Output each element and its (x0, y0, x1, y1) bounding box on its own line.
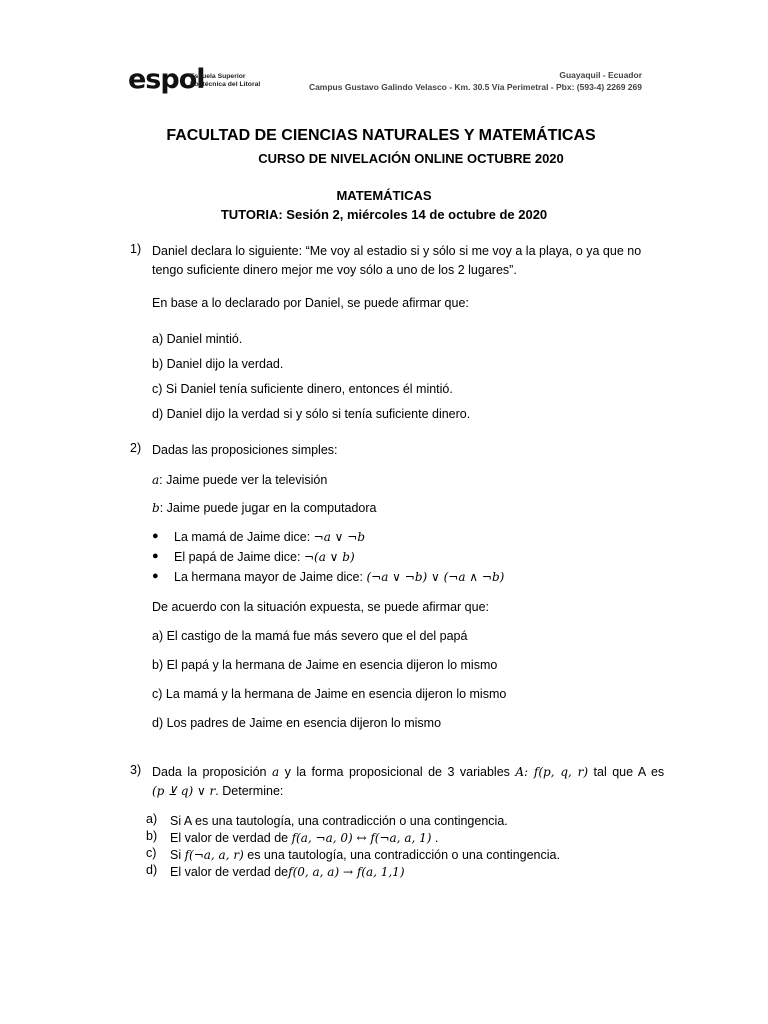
statement-label: El papá de Jaime dice: (174, 550, 304, 564)
logo-subtitle (190, 73, 270, 89)
q3-item-c-label: c) (146, 846, 157, 860)
statement-label: La hermana mayor de Jaime dice: (174, 570, 367, 584)
proposition-a (152, 471, 327, 490)
question-2-option-d: d) Los padres de Jaime en esencia dijeron lo mismo (152, 716, 442, 730)
q3-item-text: Si (170, 848, 185, 862)
q3-item-expr: f(0, a, a) → f(a, 1,1) (288, 865, 405, 879)
question-2-option-b: b) El papá y la hermana de Jaime en esencia dijeron lo mismo (152, 658, 498, 672)
q3-item-text: El valor de verdad de (170, 831, 292, 845)
question-2-option-c: c) La mamá y la hermana de Jaime en esencia dijeron lo mismo (152, 687, 507, 701)
bullet-icon: ● (152, 550, 159, 562)
prop-b-text: : Jaime puede jugar en la computadora (159, 501, 377, 515)
question-2-intro: Dadas las proposiciones simples: (152, 443, 338, 457)
statement-expr: ¬a ∨ ¬b (313, 530, 366, 544)
q3-item-d-label: d) (146, 863, 158, 877)
logo-sub-line: Politécnica del Litoral (190, 81, 261, 88)
q3-text: tal que A es (588, 765, 665, 779)
subject-title: MATEMÁTICAS (336, 188, 432, 203)
question-1-option-c: c) Si Daniel tenía suficiente dinero, entonces él mintió. (152, 382, 453, 396)
question-1-option-a: a) Daniel mintió. (152, 332, 243, 346)
logo-sub-line: Escuela Superior (190, 73, 246, 80)
letterhead (128, 66, 642, 100)
bullet-icon: ● (152, 570, 159, 582)
prop-a-text: : Jaime puede ver la televisión (159, 473, 328, 487)
question-3-line2 (152, 782, 283, 801)
statement-father (174, 548, 355, 567)
header-city: Guayaquil - Ecuador (559, 70, 642, 80)
prop-b-variable: b (152, 501, 160, 515)
q3-item-tail: es una tautología, una contradicción o una contingencia. (243, 848, 560, 862)
question-1-number: 1) (130, 242, 142, 256)
statement-mother (174, 528, 365, 547)
q3-text: y la forma proposicional de 3 variables (279, 765, 516, 779)
question-1-option-d: d) Daniel dijo la verdad si y sólo si tenía suficiente dinero. (152, 407, 471, 421)
q3-expression: (p ⊻ q) ∨ r (152, 784, 216, 798)
q3-variable: a (271, 765, 280, 779)
question-1-text-line1: Daniel declara lo siguiente: “Me voy al estadio si y sólo si me voy a la playa, o ya que no (152, 244, 642, 258)
logo-wordmark: espol (128, 64, 205, 95)
bullet-icon: ● (152, 530, 159, 542)
q3-text: Dada la proposición (152, 765, 272, 779)
q3-item-expr: f(¬a, a, r) (184, 848, 244, 862)
proposition-b (152, 499, 377, 518)
q3-item-b-label: b) (146, 829, 158, 843)
prop-a-variable: a (152, 473, 160, 487)
session-title: TUTORIA: Sesión 2, miércoles 14 de octubre de 2020 (220, 207, 548, 222)
header-address: Campus Gustavo Galindo Velasco - Km. 30.5 Vía Perimetral - Pbx: (593-4) 2269 269 (308, 82, 642, 92)
q3-item-text: El valor de verdad de (170, 865, 289, 879)
statement-sister (174, 568, 504, 587)
q3-item-d (170, 863, 405, 882)
q3-text: . Determine: (215, 784, 284, 798)
course-title: CURSO DE NIVELACIÓN ONLINE OCTUBRE 2020 (258, 151, 564, 166)
question-2-number: 2) (130, 441, 142, 455)
q3-item-expr: f(a, ¬a, 0) ↔ f(¬a, a, 1) (291, 831, 432, 845)
question-1-text-line2: tengo suficiente dinero mejor me voy sólo a uno de los 2 lugares”. (152, 263, 517, 277)
statement-label: La mamá de Jaime dice: (174, 530, 314, 544)
question-1-option-b: b) Daniel dijo la verdad. (152, 357, 284, 371)
statement-expr: ¬(a ∨ b) (303, 550, 355, 564)
q3-expression: A: f(p, q, r) (515, 765, 589, 779)
q3-item-text: Si A es una tautología, una contradicción o una contingencia. (170, 814, 508, 828)
statement-expr: (¬a ∨ ¬b) ∨ (¬a ∧ ¬b) (366, 570, 505, 584)
q3-item-tail: . (431, 831, 439, 845)
question-3-line1 (152, 763, 664, 782)
q3-item-a-label: a) (146, 812, 158, 826)
faculty-title: FACULTAD DE CIENCIAS NATURALES Y MATEMÁTICAS (166, 127, 596, 144)
question-3-number: 3) (130, 763, 142, 777)
question-1-prompt: En base a lo declarado por Daniel, se puede afirmar que: (152, 296, 469, 310)
question-2-option-a: a) El castigo de la mamá fue más severo que el del papá (152, 629, 468, 643)
question-2-prompt: De acuerdo con la situación expuesta, se puede afirmar que: (152, 600, 490, 614)
